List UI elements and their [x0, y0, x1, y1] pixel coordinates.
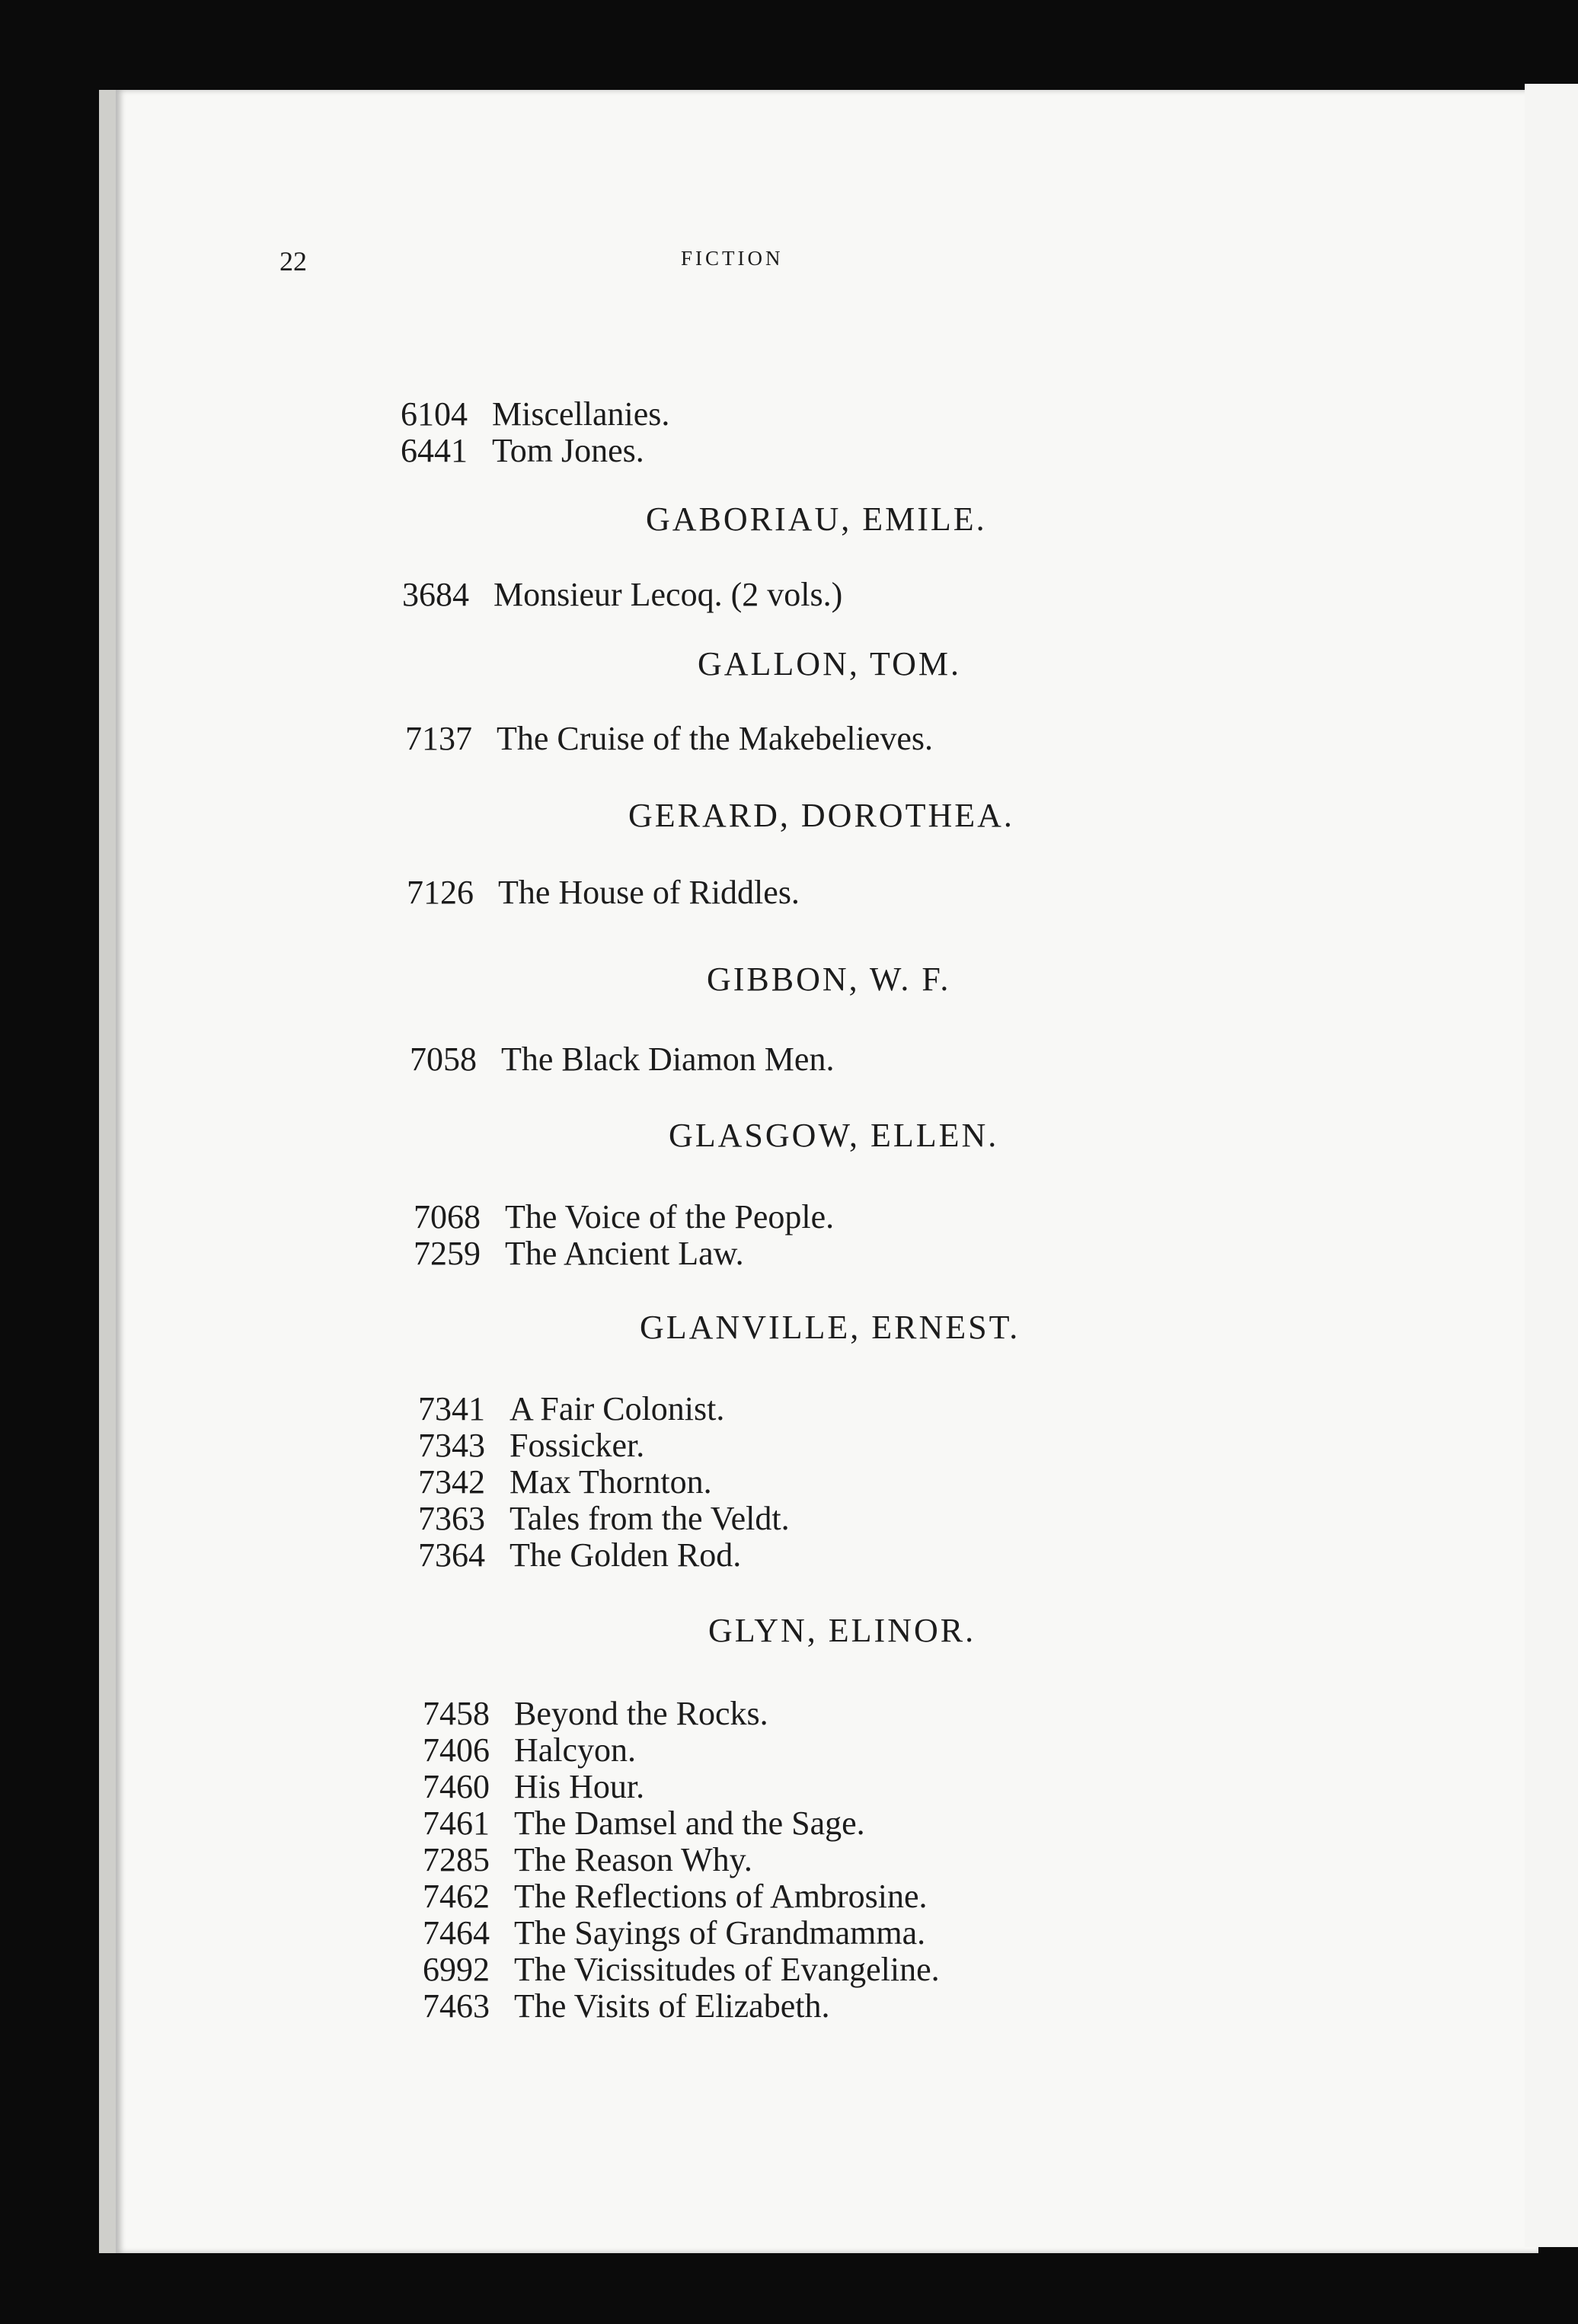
catalog-entry: [423, 1988, 829, 2025]
entry-number: 7137: [405, 720, 472, 757]
entry-title: Monsieur Lecoq. (2 vols.): [494, 576, 843, 613]
entry-number: 3684: [402, 576, 469, 613]
entry-number: 7462: [423, 1878, 490, 1915]
catalog-entry: [423, 1805, 865, 1842]
catalog-entry: [418, 1537, 741, 1574]
entry-title: The Reason Why.: [514, 1841, 752, 1878]
catalog-entry: [423, 1952, 940, 1988]
entry-number: 7464: [423, 1914, 490, 1952]
entry-title: Beyond the Rocks.: [514, 1695, 768, 1732]
catalog-entry: [405, 721, 933, 757]
entry-title: The Damsel and the Sage.: [514, 1805, 865, 1842]
entry-number: 7342: [418, 1463, 485, 1501]
entry-number: 7343: [418, 1427, 485, 1464]
author-heading: GLANVILLE, ERNEST.: [640, 1309, 1021, 1346]
catalog-entry: [418, 1464, 712, 1501]
entry-title: The Black Diamon Men.: [501, 1041, 835, 1078]
entry-number: 6992: [423, 1951, 490, 1988]
entry-title: Max Thornton.: [509, 1463, 712, 1501]
entry-number: 7126: [407, 874, 474, 911]
entry-title: The Cruise of the Makebelieves.: [497, 720, 934, 757]
entry-title: The Reflections of Ambrosine.: [514, 1878, 928, 1915]
entry-number: 7363: [418, 1500, 485, 1537]
catalog-entry: [418, 1427, 644, 1464]
catalog-entry: [423, 1878, 928, 1915]
entry-title: The Golden Rod.: [509, 1536, 742, 1574]
author-heading: GALLON, TOM.: [698, 645, 962, 682]
author-heading: GIBBON, W. F.: [707, 961, 951, 998]
entry-number: 7461: [423, 1805, 490, 1842]
entry-title: The Visits of Elizabeth.: [514, 1987, 830, 2025]
catalog-entry: [414, 1199, 834, 1236]
catalog-entry: [423, 1842, 752, 1878]
entry-title: The Voice of the People.: [505, 1198, 835, 1236]
entry-title: The Vicissitudes of Evangeline.: [514, 1951, 940, 1988]
catalog-entry: [401, 396, 669, 433]
catalog-entry: [423, 1696, 768, 1732]
entry-number: 7341: [418, 1390, 485, 1427]
entry-title: Tales from the Veldt.: [509, 1500, 790, 1537]
entry-number: 6441: [401, 432, 468, 469]
entry-number: 7458: [423, 1695, 490, 1732]
catalog-entry: [423, 1915, 925, 1952]
entry-number: 7364: [418, 1536, 485, 1574]
catalog-entry: [423, 1769, 644, 1805]
entry-title: Tom Jones.: [492, 432, 644, 469]
catalog-entry: [418, 1501, 790, 1537]
entry-title: The House of Riddles.: [498, 874, 800, 911]
entry-title: The Sayings of Grandmamma.: [514, 1914, 926, 1952]
entry-number: 7285: [423, 1841, 490, 1878]
entry-number: 7259: [414, 1235, 481, 1272]
author-heading: GLYN, ELINOR.: [708, 1612, 976, 1649]
catalog-entry: [407, 874, 800, 911]
entry-number: 7058: [410, 1041, 477, 1078]
author-heading: GERARD, DOROTHEA.: [628, 797, 1014, 834]
catalog-entry: [414, 1236, 744, 1272]
page-number: 22: [280, 246, 307, 277]
running-head: FICTION: [681, 247, 784, 270]
entry-title: The Ancient Law.: [505, 1235, 744, 1272]
entry-number: 7406: [423, 1731, 490, 1769]
entry-title: A Fair Colonist.: [509, 1390, 725, 1427]
entry-title: Halcyon.: [514, 1731, 637, 1769]
catalog-entry: [410, 1041, 834, 1078]
entry-title: Miscellanies.: [492, 395, 670, 433]
catalog-entry: [423, 1732, 636, 1769]
catalog-entry: [418, 1391, 724, 1427]
author-heading: GLASGOW, ELLEN.: [669, 1117, 999, 1154]
entry-number: 7068: [414, 1198, 481, 1236]
catalog-entry: [402, 577, 842, 613]
page-header: [280, 229, 965, 277]
entry-number: 6104: [401, 395, 468, 433]
next-page-edge: [1525, 84, 1578, 2247]
entry-number: 7463: [423, 1987, 490, 2025]
entry-title: His Hour.: [514, 1768, 645, 1805]
author-heading: GABORIAU, EMILE.: [646, 500, 987, 538]
entry-title: Fossicker.: [509, 1427, 645, 1464]
catalog-entry: [401, 433, 644, 469]
entry-number: 7460: [423, 1768, 490, 1805]
